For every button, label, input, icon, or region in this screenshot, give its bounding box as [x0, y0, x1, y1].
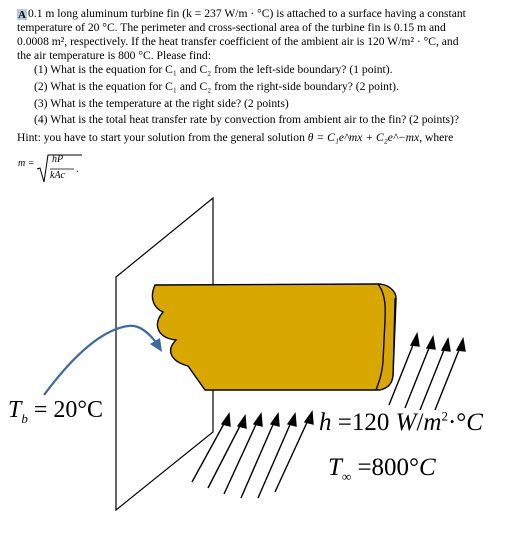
- question-2: (2) What is the equation for C₁ and C₂ from the right-side boundary? (2 point).: [34, 80, 399, 93]
- hint-text: Hint: you have to start your solution from the general solution: [17, 131, 305, 144]
- base-temp-label: $T_b = 20^\circ C$: [8, 397, 103, 426]
- m-formula-lhs: m =: [18, 158, 35, 169]
- h-coefficient-label: h =120 $W/m^2\cdot^\circ C$: [319, 408, 483, 436]
- problem-line-3: 0.0008 m², respectively. If the heat transfer coefficient of the ambient air is 120 W/m² · °C, and: [17, 35, 459, 48]
- question-1: (1) What is the equation for C₁ and C₂ from the left-side boundary? (1 point).: [34, 63, 393, 76]
- problem-text-1: 0.1 m long aluminum turbine fin (k = 237 W/m · °C) is attached to a surface having a constant: [28, 7, 466, 20]
- m-formula-period: .: [76, 164, 79, 175]
- general-solution-equation: θ = C₁e^mx + C₂e^−mx: [307, 131, 420, 144]
- m-formula-numerator: hP: [52, 154, 64, 165]
- hint-line: [17, 131, 453, 144]
- ambient-temp-label: $T_\infty =800^\circ C$: [328, 454, 436, 484]
- hint-suffix: , where: [419, 131, 454, 144]
- problem-line-4: the air temperature is 800 °C. Please find:: [17, 49, 211, 62]
- text-highlight-marker: A: [18, 9, 26, 21]
- question-4: (4) What is the total heat transfer rate by convection from ambient air to the fin? (2 points)?: [34, 113, 460, 126]
- question-3: (3) What is the temperature at the right side? (2 points): [34, 97, 289, 110]
- m-formula-denominator: kAc: [50, 170, 65, 181]
- problem-line-1: [17, 7, 466, 20]
- problem-line-2: temperature of 20 °C. The perimeter and cross-sectional area of the turbine fin is 0.15 m and: [17, 21, 446, 34]
- fin-diagram: [0, 195, 526, 539]
- right-convection-arrows: [389, 334, 465, 410]
